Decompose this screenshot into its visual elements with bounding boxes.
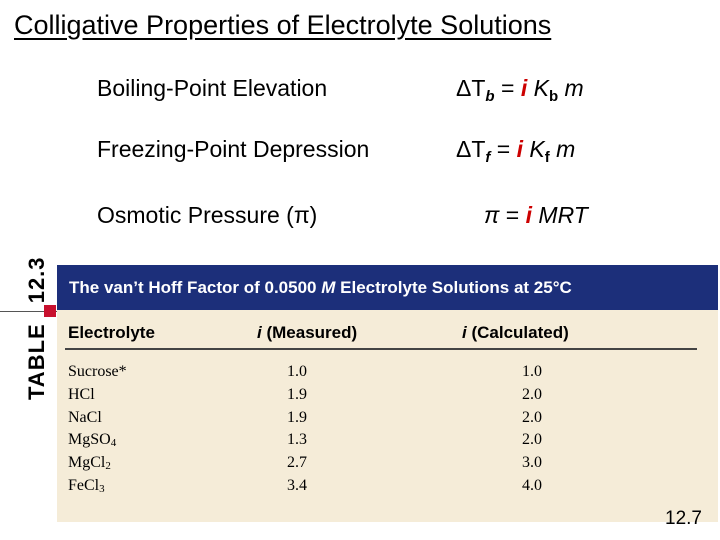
table-side-number: 12.3 (24, 256, 49, 304)
table-row (57, 384, 718, 407)
cell-measured: 1.3 (287, 431, 307, 449)
cell-electrolyte: NaCl (68, 408, 102, 426)
equation-formula: $\Delta T_b = i$ $K_b$ m (456, 75, 584, 105)
equation-formula: π = i MRT (484, 202, 588, 228)
slide-title: Colligative Properties of Electrolyte Solutions (14, 10, 552, 40)
cell-calculated: 2.0 (522, 385, 542, 403)
table-side-word: TABLE (24, 323, 49, 400)
table-row (57, 452, 718, 475)
equation-name: Boiling-Point Elevation (97, 75, 328, 101)
cell-measured: 1.9 (287, 408, 307, 426)
cell-electrolyte: Sucrose* (68, 363, 127, 380)
table-side-marker (44, 305, 56, 317)
cell-calculated: 3.0 (522, 454, 542, 472)
column-header-calculated: i (Calculated) (462, 323, 569, 342)
table-side-label (22, 244, 52, 400)
equation-formula: $\Delta T_f = i$ $K_f$ m (456, 136, 576, 166)
table-body (57, 361, 718, 498)
table-row (57, 407, 718, 430)
slide-number: 12.7 (665, 508, 702, 529)
cell-electrolyte: HCl (68, 385, 95, 403)
vant-hoff-table (57, 265, 718, 522)
cell-measured: 2.7 (287, 454, 307, 472)
cell-electrolyte: FeCl$_3$ (68, 476, 105, 495)
equation-name: Freezing-Point Depression (97, 136, 370, 162)
header-rule (65, 348, 697, 350)
column-header-measured: i (Measured) (257, 323, 358, 342)
cell-electrolyte: MgCl$_2$ (68, 454, 111, 473)
cell-measured: 1.0 (287, 363, 307, 380)
table-row (57, 361, 718, 384)
cell-calculated: 4.0 (522, 476, 542, 494)
table-row (57, 429, 718, 452)
cell-calculated: 2.0 (522, 408, 542, 426)
cell-calculated: 1.0 (522, 363, 542, 380)
cell-measured: 3.4 (287, 476, 307, 494)
cell-measured: 1.9 (287, 385, 307, 403)
cell-electrolyte: MgSO$_4$ (68, 431, 117, 450)
cell-calculated: 2.0 (522, 431, 542, 449)
equation-name: Osmotic Pressure (π) (97, 202, 318, 228)
table-row (57, 475, 718, 498)
column-header-electrolyte: Electrolyte (68, 323, 155, 342)
table-header: The van’t Hoff Factor of 0.0500 M Electrolyte Solutions at 25°C (57, 265, 718, 310)
